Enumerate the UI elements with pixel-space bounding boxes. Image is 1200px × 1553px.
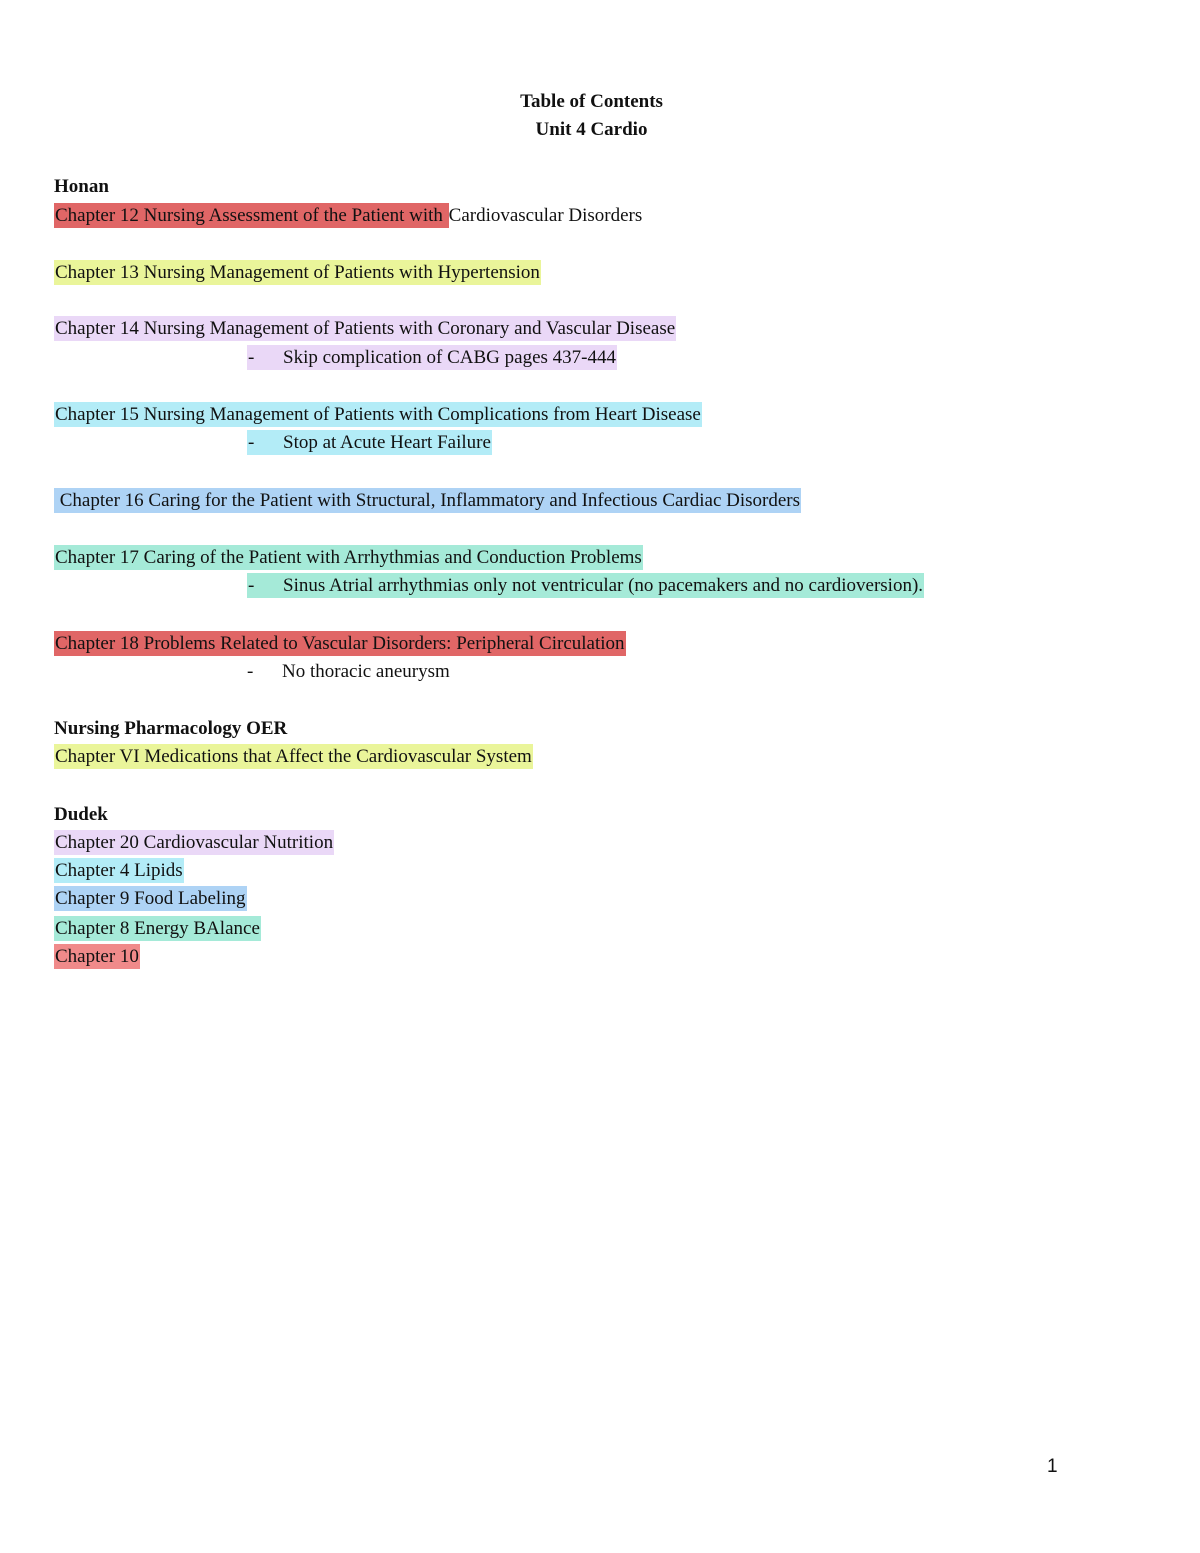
unit-title: Unit 4 Cardio xyxy=(535,119,648,140)
chapter-15-note-highlight xyxy=(247,430,492,455)
chapter-18-note-text: No thoracic aneurysm xyxy=(282,661,450,682)
chapter-14-note xyxy=(247,346,617,370)
entry-dudek-chapter-4 xyxy=(54,859,184,883)
chapter-17-note-text: Sinus Atrial arrhythmias only not ventricular (no pacemakers and no cardioversion). xyxy=(283,575,924,596)
dudek-item-text: Chapter 9 Food Labeling xyxy=(55,888,246,909)
entry-chapter-12 xyxy=(54,204,642,228)
chapter-12-highlight: Chapter 12 Nursing Assessment of the Patient with xyxy=(55,205,448,226)
entry-dudek-chapter-10 xyxy=(54,945,140,969)
chapter-vi-text: Chapter VI Medications that Affect the Cardiovascular System xyxy=(55,746,532,767)
chapter-14-text: Chapter 14 Nursing Management of Patients with Coronary and Vascular Disease xyxy=(55,318,676,339)
section-heading-pharmacology: Nursing Pharmacology OER xyxy=(54,718,288,739)
chapter-13-text: Chapter 13 Nursing Management of Patients with Hypertension xyxy=(55,262,540,283)
page-number: 1 xyxy=(1047,1456,1058,1477)
entry-chapter-15 xyxy=(54,403,702,427)
chapter-17-note-highlight xyxy=(247,573,924,598)
chapter-17-text: Chapter 17 Caring of the Patient with Arrhythmias and Conduction Problems xyxy=(55,547,642,568)
chapter-18-note xyxy=(247,660,450,684)
dudek-item-text: Chapter 4 Lipids xyxy=(55,860,183,881)
entry-dudek-chapter-9 xyxy=(54,887,247,911)
entry-chapter-vi xyxy=(54,745,533,769)
bullet-dash: - xyxy=(248,432,255,453)
entry-chapter-18 xyxy=(54,632,626,656)
bullet-dash: - xyxy=(248,347,255,368)
chapter-15-text: Chapter 15 Nursing Management of Patients with Complications from Heart Disease xyxy=(55,404,701,425)
entry-chapter-17 xyxy=(54,546,643,570)
dudek-item-text: Chapter 8 Energy BAlance xyxy=(55,918,260,939)
chapter-14-note-highlight xyxy=(247,345,617,370)
toc-title: Table of Contents xyxy=(520,91,663,112)
chapter-16-text: Chapter 16 Caring for the Patient with Structural, Inflammatory and Infectious Cardiac Disorders xyxy=(55,490,801,511)
entry-dudek-chapter-20 xyxy=(54,831,334,855)
chapter-15-note xyxy=(247,431,492,455)
section-heading-dudek: Dudek xyxy=(54,804,108,825)
dudek-item-text: Chapter 10 xyxy=(55,946,139,967)
entry-chapter-13 xyxy=(54,261,541,285)
entry-chapter-14 xyxy=(54,317,676,341)
section-heading-honan: Honan xyxy=(54,176,109,197)
entry-dudek-chapter-8 xyxy=(54,917,261,941)
chapter-12-rest: Cardiovascular Disorders xyxy=(448,205,643,226)
chapter-14-note-text: Skip complication of CABG pages 437-444 xyxy=(283,347,616,368)
dudek-item-text: Chapter 20 Cardiovascular Nutrition xyxy=(55,832,334,853)
chapter-15-note-text: Stop at Acute Heart Failure xyxy=(283,432,491,453)
bullet-dash: - xyxy=(247,661,254,682)
bullet-dash: - xyxy=(248,575,255,596)
chapter-18-text: Chapter 18 Problems Related to Vascular Disorders: Peripheral Circulation xyxy=(55,633,625,654)
chapter-17-note xyxy=(247,574,924,598)
entry-chapter-16 xyxy=(54,489,801,513)
